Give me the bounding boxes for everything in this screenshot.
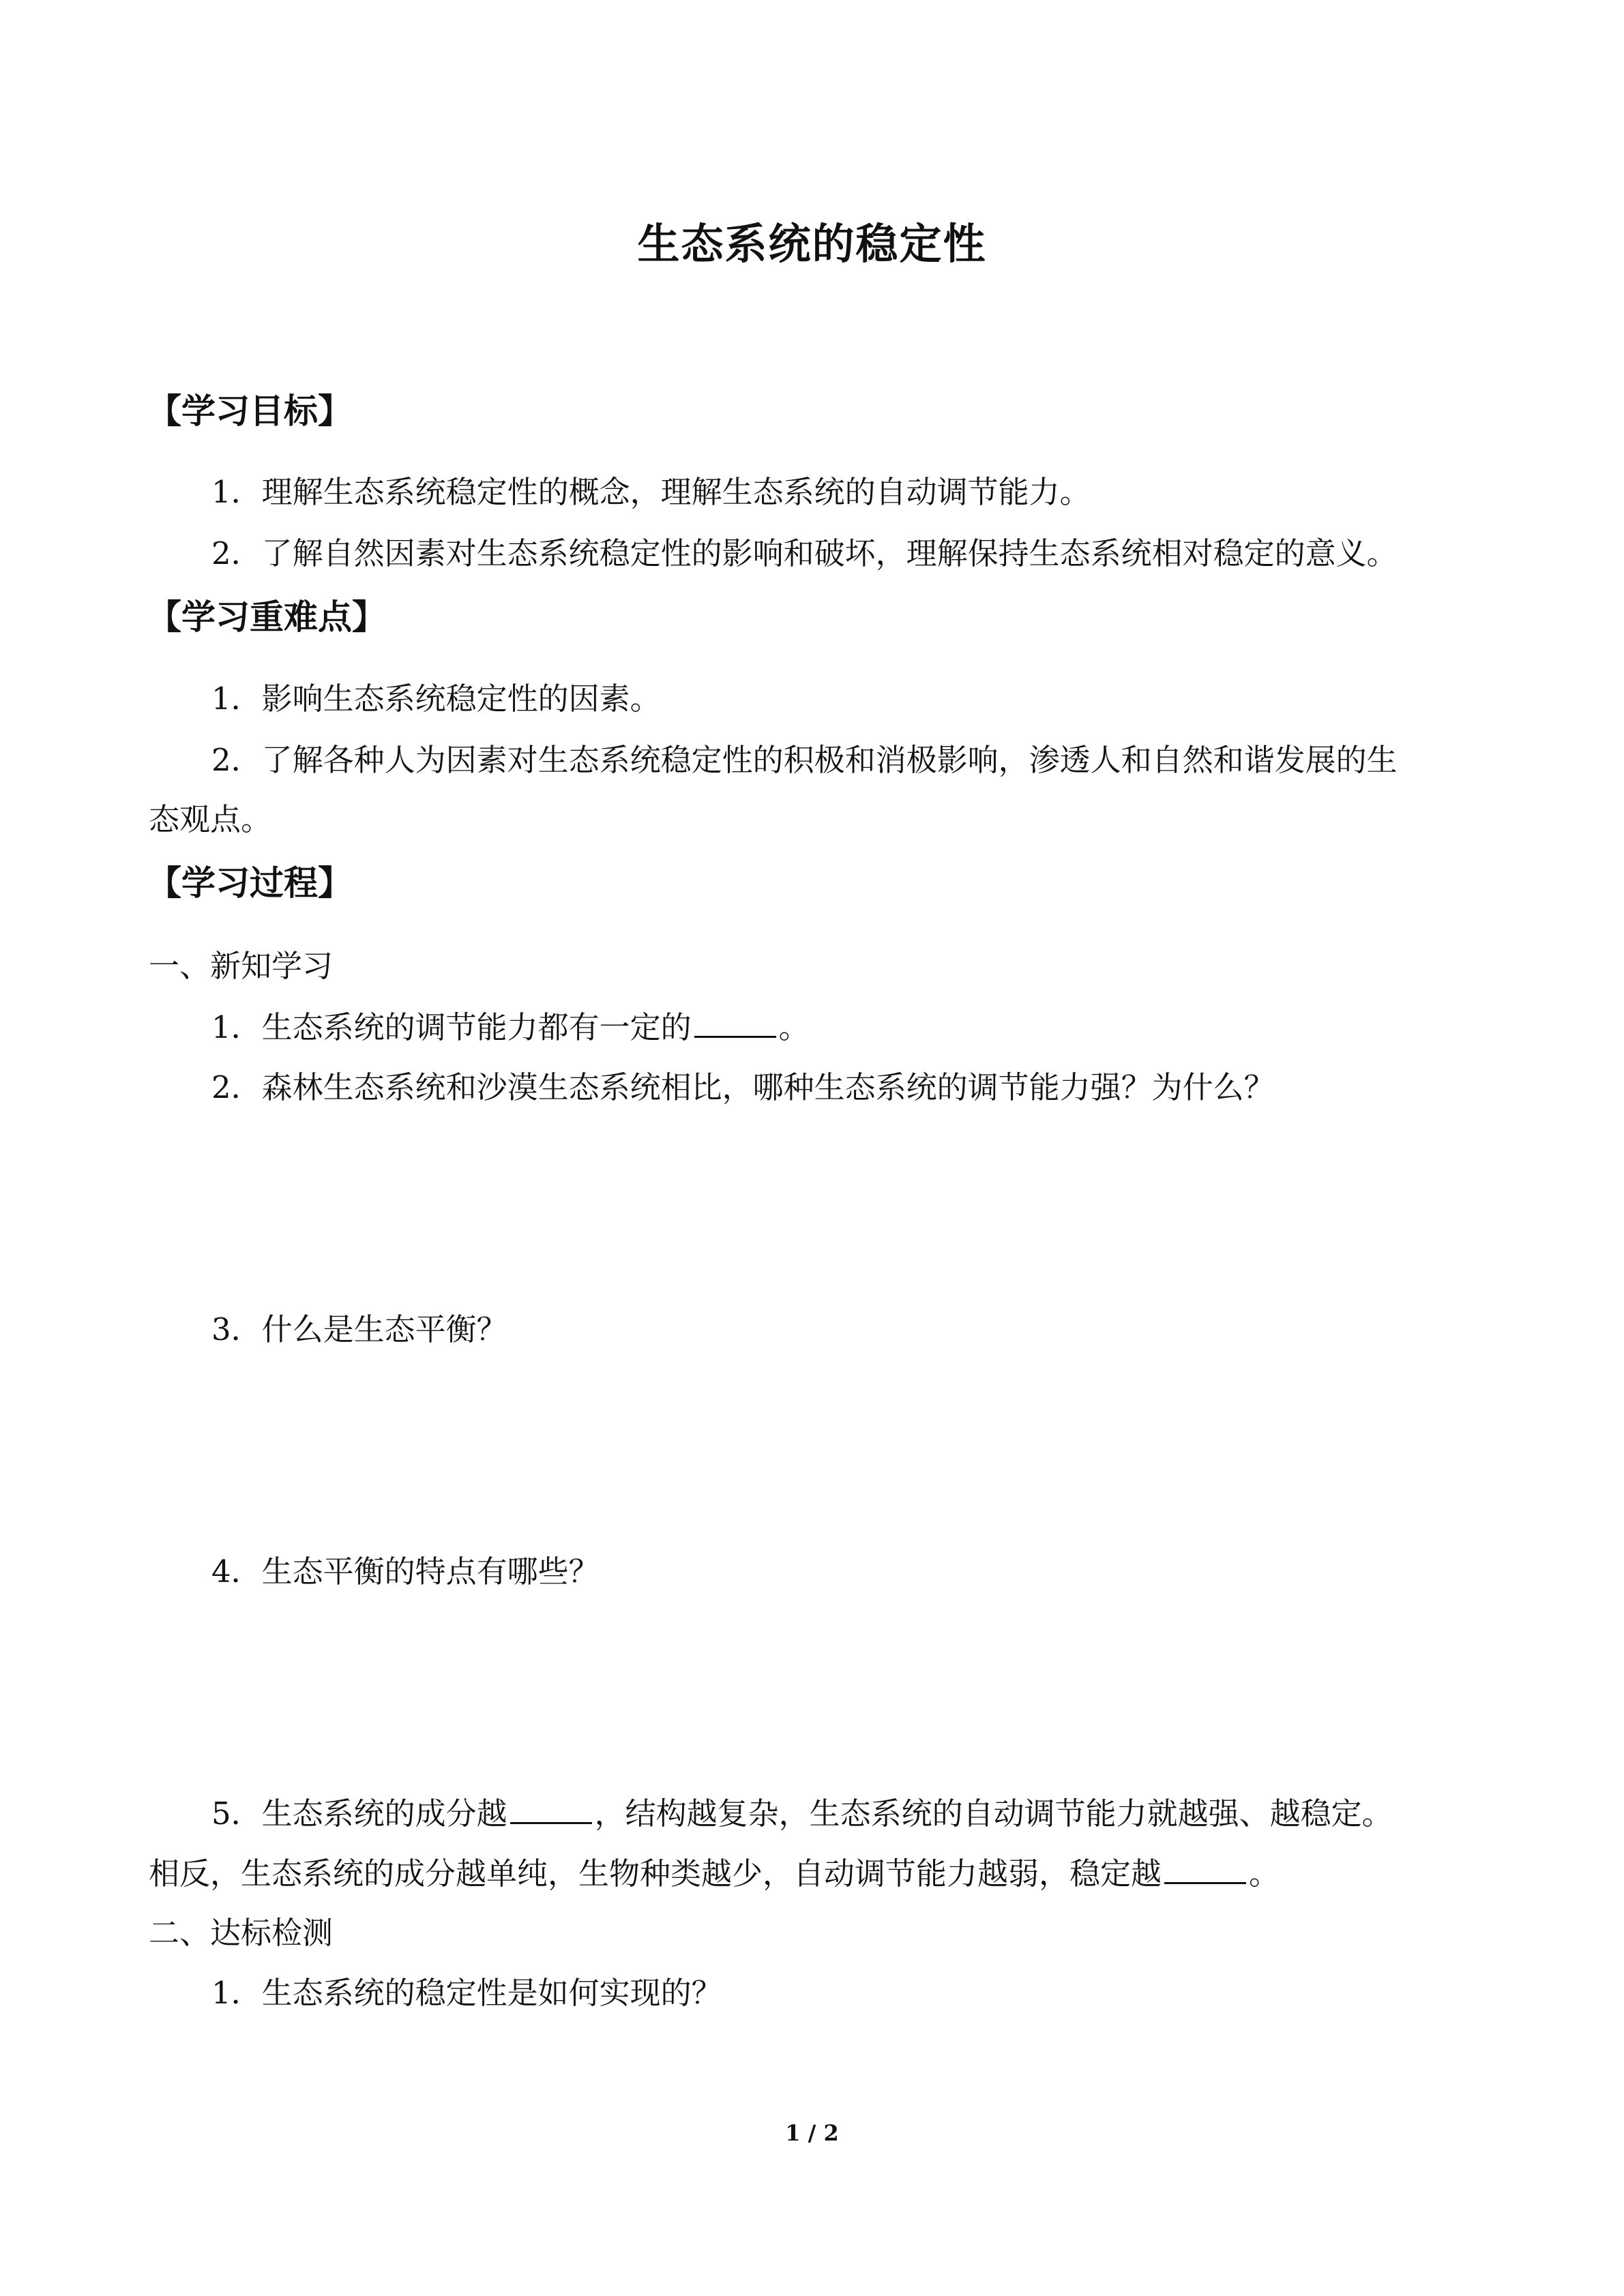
question-4: 4．生态平衡的特点有哪些？ [211,1553,600,1590]
process-heading: 【学习过程】 [147,863,352,903]
question-5-text: 5．生态系统的成分越 [211,1795,507,1832]
objectives-heading: 【学习目标】 [147,391,352,431]
question-5-line-2-text: 相反，生态系统的成分越单纯，生物种类越少，自动调节能力越弱，稳定越 [149,1855,1162,1892]
key-point-item-1: 1．影响生态系统稳定性的因素。 [211,681,661,717]
question-2: 2．森林生态系统和沙漠生态系统相比，哪种生态系统的调节能力强？为什么？ [211,1069,1275,1105]
question-5-line-2 [149,1853,1280,1894]
key-point-item-2: 2．了解各种人为因素对生态系统稳定性的积极和消极影响，渗透人和自然和谐发展的生 [211,742,1398,778]
question-3: 3．什么是生态平衡？ [211,1311,507,1347]
part2-label: 二、达标检测 [149,1915,334,1951]
question-5-line-2-end: 。 [1249,1855,1280,1892]
fill-blank-3 [1164,1855,1246,1884]
check-question-1: 1．生态系统的稳定性是如何实现的？ [211,1975,722,2011]
key-points-heading: 【学习重难点】 [147,597,386,637]
question-5 [211,1793,1393,1834]
page-number: 1 / 2 [785,2120,839,2146]
question-1-text: 1．生态系统的调节能力都有一定的 [211,1009,692,1045]
key-point-item-2-continued: 态观点。 [149,801,272,837]
objective-item-2: 2．了解自然因素对生态系统稳定性的影响和破坏，理解保持生态系统相对稳定的意义。 [211,535,1398,571]
objective-item-1: 1．理解生态系统稳定性的概念，理解生态系统的自动调节能力。 [211,474,1091,510]
question-1 [211,1007,810,1048]
fill-blank-2 [510,1795,592,1824]
question-1-end: 。 [778,1009,810,1045]
part1-label: 一、新知学习 [149,948,334,984]
fill-blank-1 [694,1009,776,1038]
page-title: 生态系统的稳定性 [637,219,987,269]
question-5-text-cont: ，结构越复杂，生态系统的自动调节能力就越强、越稳定。 [594,1795,1393,1832]
